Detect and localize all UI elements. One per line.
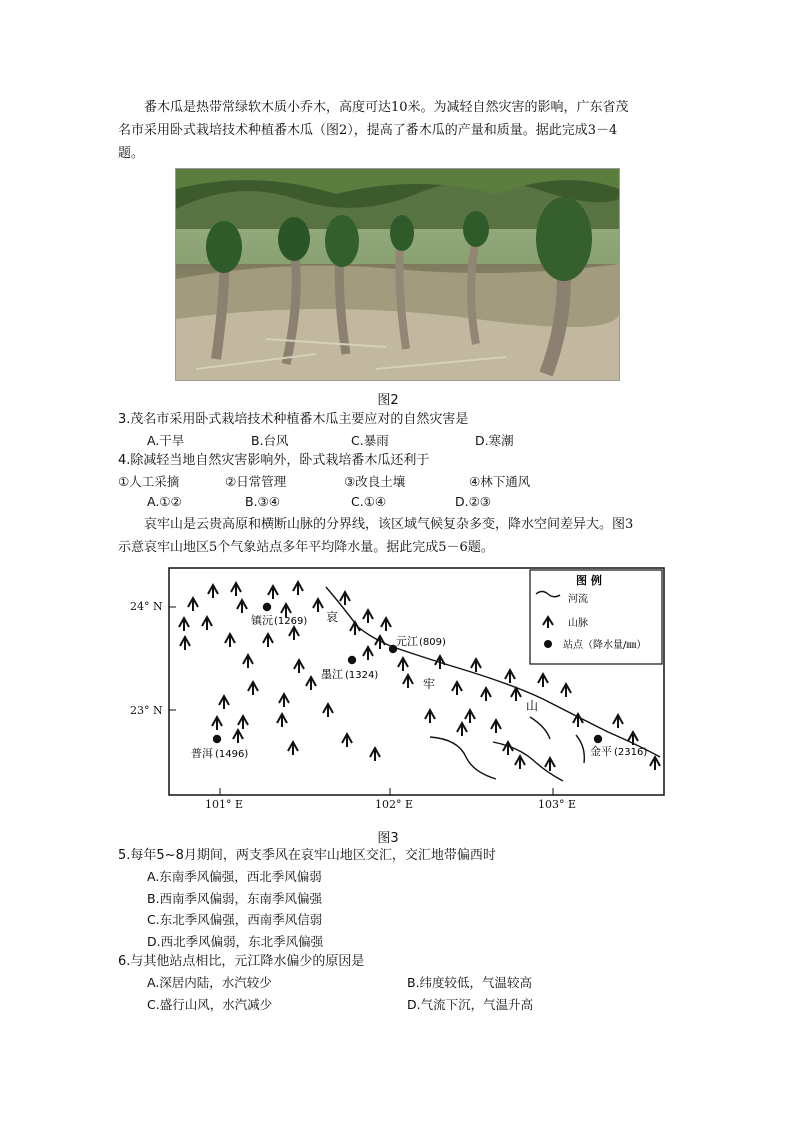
q4-item-3: ③改良土壤: [344, 474, 406, 489]
intro-2-line-1: 哀牢山是云贵高原和横断山脉的分界线，该区域气候复杂多变，降水空间差异大。图3: [144, 517, 634, 532]
q3-option-a: A.干旱: [147, 433, 185, 448]
q4-item-4: ④林下通风: [469, 474, 531, 489]
mountain-name-char-3: 山: [526, 699, 539, 713]
lat-label-23: 23° N: [130, 704, 163, 717]
figure-3-caption: 图3: [377, 831, 399, 846]
lat-label-24: 24° N: [130, 600, 163, 613]
q3-option-c: C.暴雨: [351, 433, 389, 448]
intro-paragraph-1: [118, 96, 678, 165]
lon-label-103: 103° E: [538, 798, 577, 811]
q4-option-c: C.①④: [351, 494, 387, 509]
question-3-stem: 3.茂名市采用卧式栽培技术种植番木瓜主要应对的自然灾害是: [118, 412, 469, 427]
q6-option-a: A.深居内陆，水汽较少: [147, 975, 272, 990]
station-value-mojiang: (1324): [345, 670, 379, 681]
question-5-stem: 5.每年5~8月期间，两支季风在哀牢山地区交汇，交汇地带偏西时: [118, 848, 496, 863]
q4-option-d: D.②③: [455, 494, 492, 509]
station-name-zhenyuan: 镇沅: [251, 614, 273, 627]
papaya-photo: [175, 168, 620, 381]
legend-river-label: 河流: [568, 594, 588, 605]
q6-option-c: C.盛行山风，水汽减少: [147, 997, 273, 1012]
q3-option-d: D.寒潮: [475, 433, 514, 448]
q6-option-b: B.纬度较低，气温较高: [407, 975, 533, 990]
mountain-name-char-1: 哀: [326, 610, 339, 624]
q5-option-a: A.东南季风偏强，西北季风偏弱: [147, 869, 322, 884]
station-name-puer: 普洱: [191, 747, 213, 760]
figure-2-caption: 图2: [377, 393, 399, 408]
map-legend: [530, 570, 662, 664]
intro-1-line-3: 题。: [118, 146, 145, 161]
intro-1-line-2: 名市采用卧式栽培技术种植番木瓜（图2），提高了番木瓜的产量和质量。据此完成3－4: [118, 123, 618, 138]
q4-option-a: A.①②: [147, 494, 182, 509]
station-value-zhenyuan: (1269): [274, 616, 308, 627]
q5-option-c: C.东北季风偏强，西南季风信弱: [147, 912, 323, 927]
station-dot-jinping: [594, 735, 602, 743]
station-value-puer: (1496): [215, 749, 249, 760]
q4-option-b: B.③④: [245, 494, 280, 509]
question-6-stem: 6.与其他站点相比，元江降水偏少的原因是: [118, 954, 365, 969]
lon-label-101: 101° E: [205, 798, 244, 811]
legend-title: 图 例: [576, 574, 602, 587]
station-value-jinping: (2316): [614, 747, 648, 758]
q3-option-b: B.台风: [251, 433, 289, 448]
station-dot-mojiang: [348, 656, 356, 664]
station-dot-puer: [213, 735, 221, 743]
station-name-jinping: 金平: [590, 745, 612, 758]
lon-label-102: 102° E: [375, 798, 414, 811]
legend-mountain-label: 山脉: [568, 618, 588, 629]
q5-option-d: D.西北季风偏弱，东北季风偏强: [147, 934, 324, 949]
q6-option-d: D.气流下沉，气温升高: [407, 997, 534, 1012]
station-name-yuanjiang: 元江: [396, 635, 418, 648]
intro-paragraph-2: [118, 513, 678, 559]
legend-station-symbol: [544, 640, 552, 648]
station-name-mojiang: 墨江: [321, 668, 343, 681]
legend-station-label: 站点（降水量/㎜）: [563, 640, 647, 651]
station-dot-zhenyuan: [263, 603, 271, 611]
q4-item-2: ②日常管理: [225, 474, 287, 489]
mountain-name-char-2: 牢: [423, 677, 436, 691]
intro-2-line-2: 示意哀牢山地区5个气象站点多年平均降水量。据此完成5－6题。: [118, 540, 494, 555]
ailao-map: [168, 567, 665, 796]
intro-1-line-1: 番木瓜是热带常绿软木质小乔木，高度可达10米。为减轻自然灾害的影响，广东省茂: [144, 100, 629, 115]
q5-option-b: B.西南季风偏弱，东南季风偏强: [147, 891, 323, 906]
q4-item-1: ①人工采摘: [118, 474, 180, 489]
question-4-stem: 4.除减轻当地自然灾害影响外，卧式栽培番木瓜还利于: [118, 453, 430, 468]
station-value-yuanjiang: (809): [419, 637, 446, 648]
